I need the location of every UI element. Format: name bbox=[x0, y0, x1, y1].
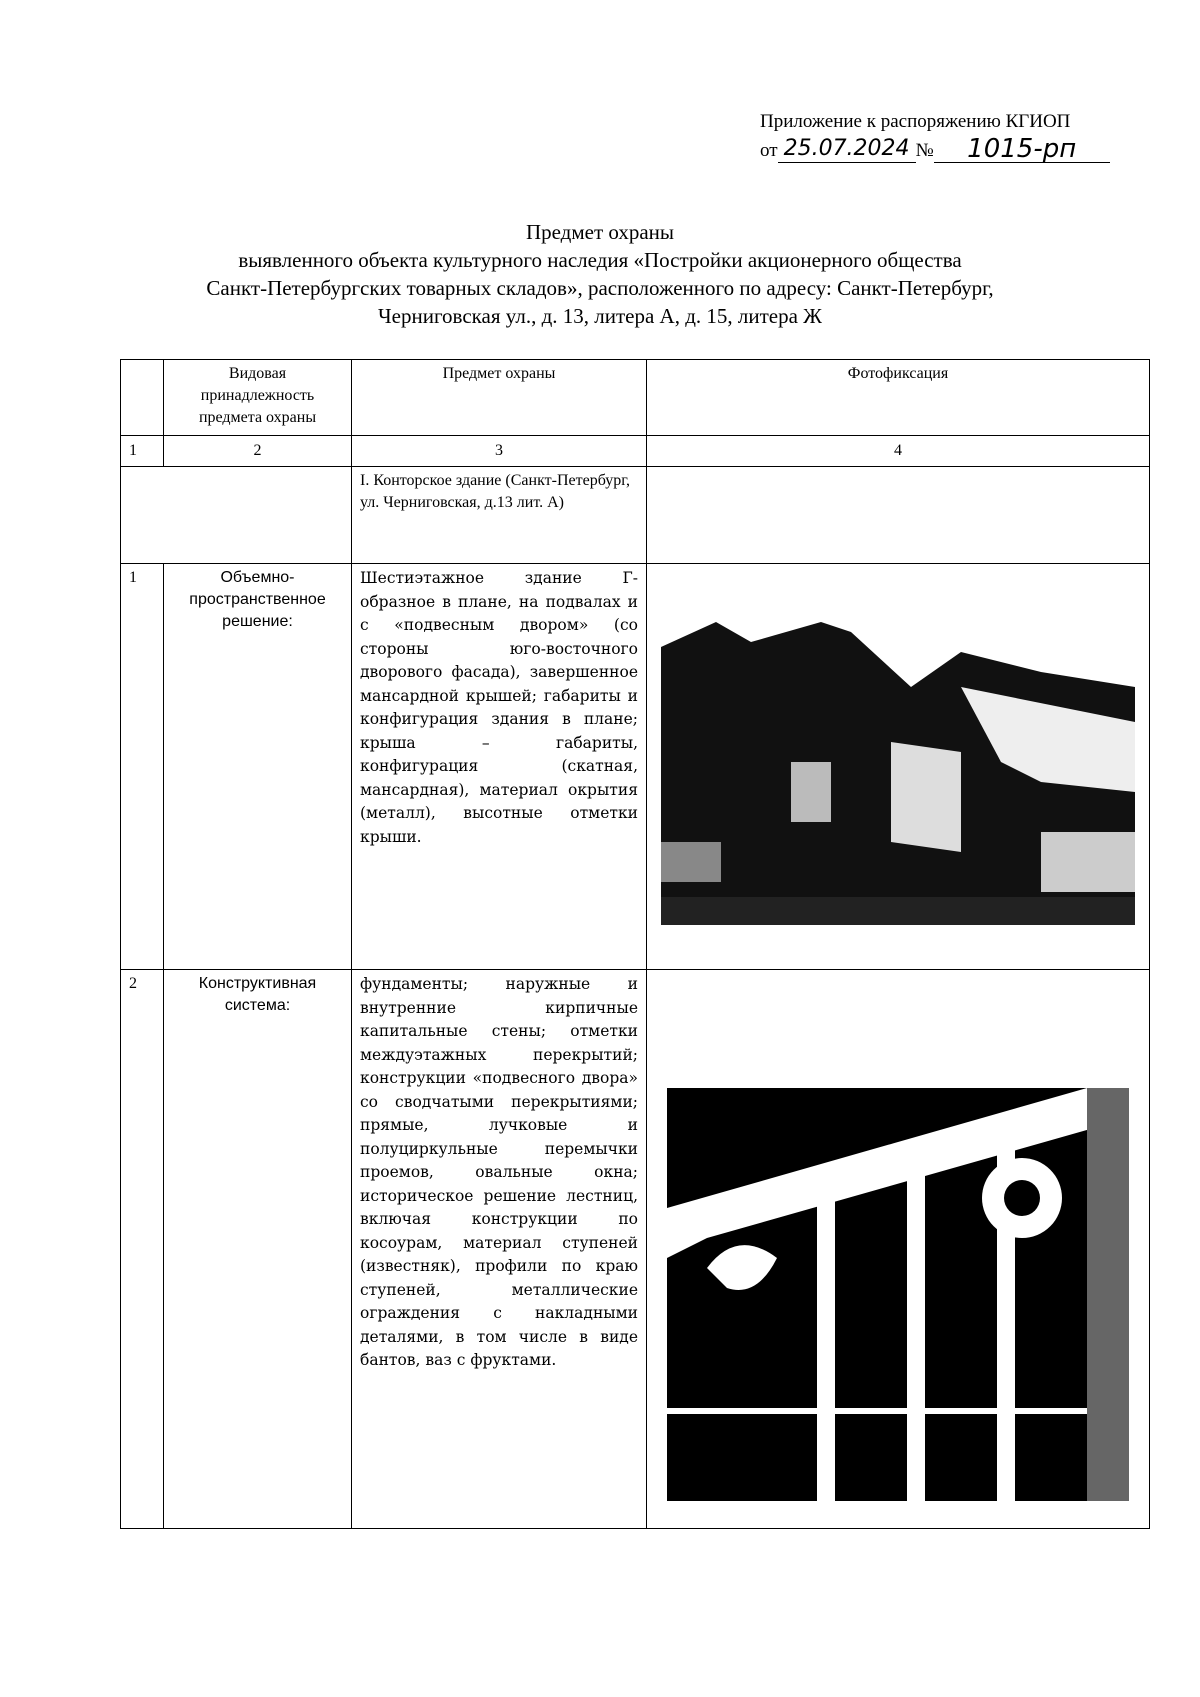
row-subject: Шестиэтажное здание Г-образное в плане, на подвалах и с «подвесным двором» (со стороны юго-восточного дворового фасада), завершенное мансардной крышей; габариты и конфигурация здания в плане; крыша – габариты, конфигурация (скатная, мансардная), материал окрытия (металл), высотные отметки крыши. bbox=[352, 564, 647, 970]
column-numbers-row bbox=[121, 436, 1150, 467]
column-number: 2 bbox=[164, 436, 352, 467]
column-number: 4 bbox=[647, 436, 1150, 467]
header-cell-num bbox=[121, 360, 164, 436]
table-row bbox=[121, 970, 1150, 1529]
row-type: Конструктивная система: bbox=[164, 970, 352, 1529]
header-cell-photo: Фотофиксация bbox=[647, 360, 1150, 436]
appendix-header bbox=[760, 110, 1140, 163]
building-photo bbox=[661, 592, 1135, 925]
table-row bbox=[121, 564, 1150, 970]
header-cell-subject: Предмет охраны bbox=[352, 360, 647, 436]
from-label: от bbox=[760, 140, 778, 161]
column-number: 3 bbox=[352, 436, 647, 467]
railing-photo bbox=[667, 1088, 1129, 1501]
table-header-row bbox=[121, 360, 1150, 436]
section-spacer bbox=[121, 467, 352, 564]
row-type: Объемно-пространственное решение: bbox=[164, 564, 352, 970]
number-label: № bbox=[915, 140, 934, 161]
section-row bbox=[121, 467, 1150, 564]
title-line-4: Черниговская ул., д. 13, литера А, д. 15, литера Ж bbox=[378, 304, 822, 328]
section-photo-empty bbox=[647, 467, 1150, 564]
appendix-ref-line bbox=[760, 136, 1140, 163]
column-number: 1 bbox=[121, 436, 164, 467]
row-photo-cell bbox=[647, 970, 1150, 1529]
row-subject: фундаменты; наружные и внутренние кирпичные капитальные стены; отметки междуэтажных перекрытий; конструкции «подвесного двора» со сводчатыми перекрытиями; прямые, лучковые и полуциркульные перемычки проемов, овальные окна; историческое решение лестниц, включая конструкции по косоурам, материал ступеней (известняк), профили по краю ступеней, металлические ограждения с накладными деталями, в том числе в виде бантов, ваз с фруктами. bbox=[352, 970, 647, 1529]
section-title: I. Конторское здание (Санкт-Петербург, ул. Черниговская, д.13 лит. А) bbox=[352, 467, 647, 564]
row-number: 1 bbox=[121, 564, 164, 970]
handwritten-date: 25.07.2024 bbox=[778, 136, 916, 163]
document-title bbox=[150, 218, 1050, 330]
handwritten-number: 1015-рп bbox=[934, 136, 1110, 163]
header-cell-type: Видовая принадлежность предмета охраны bbox=[164, 360, 352, 436]
title-line-1: Предмет охраны bbox=[525, 220, 675, 244]
title-line-3: Санкт-Петербургских товарных складов», расположенного по адресу: Санкт-Петербург, bbox=[206, 276, 994, 300]
title-line-2: выявленного объекта культурного наследия «Постройки акционерного общества bbox=[238, 248, 962, 272]
row-photo-cell bbox=[647, 564, 1150, 970]
appendix-title: Приложение к распоряжению КГИОП bbox=[760, 111, 1071, 132]
protection-table bbox=[120, 359, 1150, 1529]
row-number: 2 bbox=[121, 970, 164, 1529]
